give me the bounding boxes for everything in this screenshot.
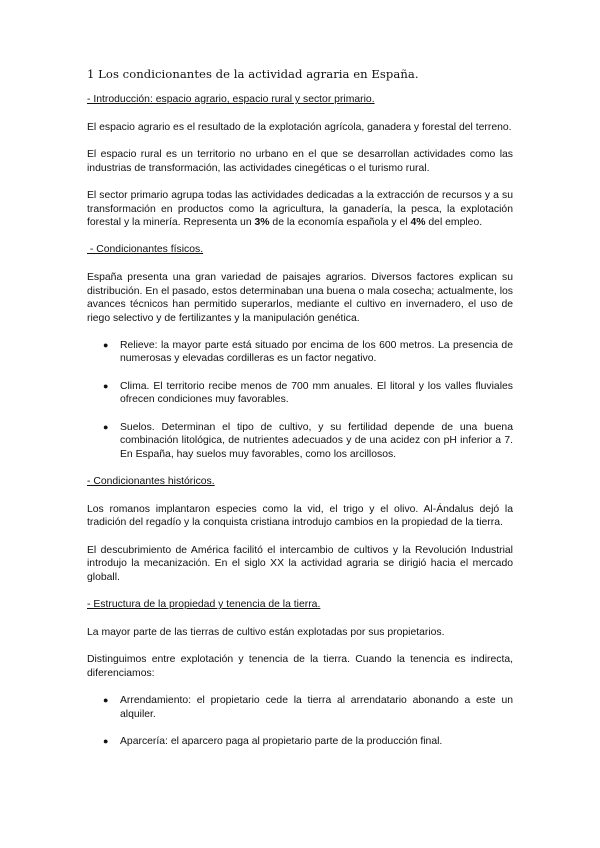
text-run: de la economía española y el bbox=[269, 217, 411, 229]
section-heading-historicos: - Condicionantes históricos. bbox=[87, 475, 215, 487]
list-item-text: Clima. El territorio recibe menos de 700 mm anuales. El litoral y los valles fluviales ofrecen condiciones muy favorables. bbox=[120, 380, 513, 406]
text-run: del empleo. bbox=[425, 217, 483, 229]
paragraph-romanos: Los romanos implantaron especies como la vid, el trigo y el olivo. Al-Ándalus dejó la tradición del regadío y la conquista cristiana introdujo cambios en la propiedad de la tierra. bbox=[87, 503, 513, 529]
paragraph-tierras-cultivo: La mayor parte de las tierras de cultivo están explotadas por sus propietarios. bbox=[87, 626, 445, 638]
page-title: 1 Los condicionantes de la actividad agraria en España. bbox=[87, 67, 419, 81]
paragraph-sector-primario bbox=[87, 189, 513, 229]
page-content bbox=[87, 66, 513, 762]
paragraph-tenencia: Distinguimos entre explotación y tenencia de la tierra. Cuando la tenencia es indirecta, diferenciamos: bbox=[87, 654, 513, 679]
paragraph-descubrimiento-america: El descubrimiento de América facilitó el intercambio de cultivos y la Revolución Industrial introdujo la mecanización. En el siglo XX la actividad agraria se dirigió hacia el mercado globall. bbox=[87, 544, 513, 583]
bold-percent-economia: 3% bbox=[254, 217, 270, 229]
bullet-icon: ● bbox=[103, 421, 109, 432]
bullet-list-tenencia bbox=[87, 694, 513, 748]
section-heading-fisicos: - Condicionantes físicos. bbox=[87, 244, 204, 256]
bullet-icon: ● bbox=[103, 735, 109, 746]
text-run: El sector primario agrupa todas las actividades dedicadas a la extracción de recursos y a su transformación en productos como la agricultura, la ganadería, la pesca, la explotación forestal y la minería. Representa un bbox=[87, 190, 513, 229]
paragraph-espacio-rural: El espacio rural es un territorio no urbano en el que se desarrollan actividades como las industrias de transformación, las actividades cinegéticas o el turismo rural. bbox=[87, 149, 513, 174]
bold-percent-empleo: 4% bbox=[410, 217, 426, 229]
section-heading-propiedad: - Estructura de la propiedad y tenencia de la tierra. bbox=[87, 598, 321, 610]
bullet-icon: ● bbox=[103, 380, 109, 391]
list-item-text: Relieve: la mayor parte está situado por encima de los 600 metros. La presencia de numerosas y elevadas cordilleras es un factor negativo. bbox=[120, 340, 513, 365]
list-item bbox=[87, 735, 513, 748]
bullet-icon: ● bbox=[103, 695, 109, 706]
list-item bbox=[87, 421, 513, 461]
bullet-list-fisicos bbox=[87, 339, 513, 461]
bullet-icon: ● bbox=[103, 340, 109, 351]
list-item-text: Suelos. Determinan el tipo de cultivo, y su fertilidad depende de una buena combinación litológica, de nutrientes adecuados y de una acidez con pH inferior a 7. En España, hay suelos muy favorables, como los arcillosos. bbox=[120, 421, 513, 460]
list-item bbox=[87, 380, 513, 407]
list-item bbox=[87, 339, 513, 366]
list-item-text: Arrendamiento: el propietario cede la tierra al arrendatario abonando a este un alquiler. bbox=[120, 695, 513, 720]
paragraph-paisajes-agrarios: España presenta una gran variedad de paisajes agrarios. Diversos factores explican su distribución. En el pasado, estos determinaban una buena o mala cosecha; actualmente, los avances técnicos han permitido superarlos, mediante el cultivo en invernadero, el uso de riego selectivo y de fertilizantes y la manipulación genética. bbox=[87, 272, 513, 324]
list-item bbox=[87, 694, 513, 721]
paragraph-espacio-agrario: El espacio agrario es el resultado de la explotación agrícola, ganadera y forestal del terreno. bbox=[87, 122, 512, 133]
list-item-text: Aparcería: el aparcero paga al propietario parte de la producción final. bbox=[120, 735, 443, 747]
section-heading-introduccion: - Introducción: espacio agrario, espacio rural y sector primario. bbox=[87, 94, 375, 105]
